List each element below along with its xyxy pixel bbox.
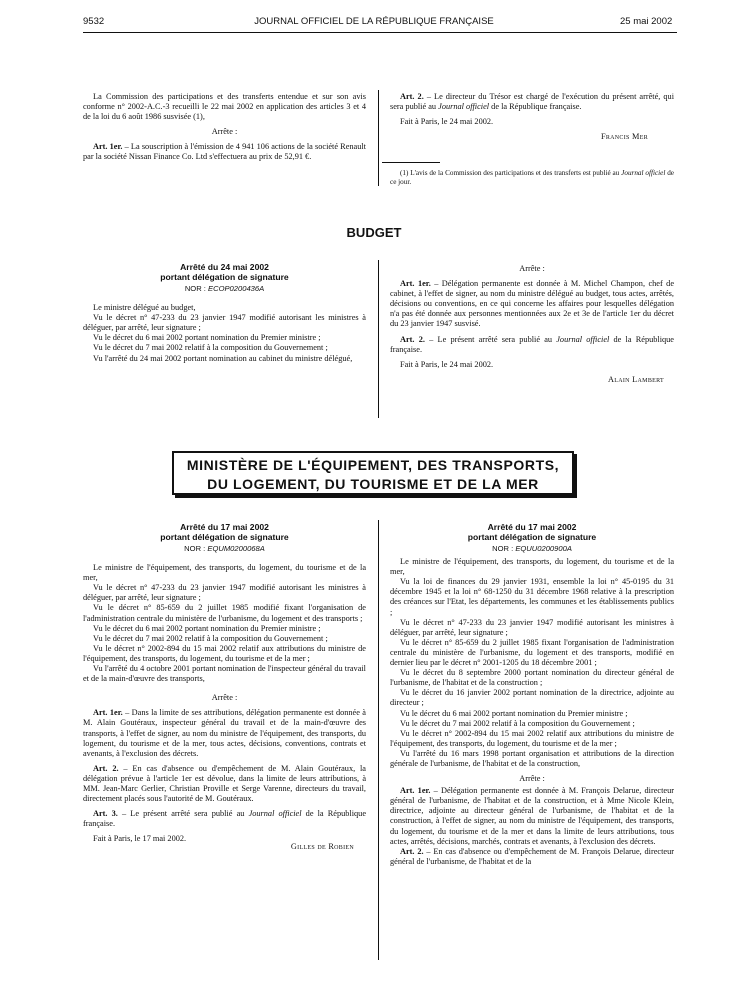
journal-name: Journal officiel bbox=[556, 334, 610, 344]
article-text: – En cas d'absence ou d'empêchement de M. Alain Goutéraux, la délégation prévue à l'article 1er est dévolue, dans la limite de leurs attributions, à MM. Jean-Marc Gerlier, Christian Proville et Serge Varenne, directeurs du travail, directement placés sous l'autorité de M. Goutéraux. bbox=[83, 763, 366, 804]
article-label: Art. 1er. bbox=[93, 708, 123, 718]
signature: Francis Mer bbox=[600, 132, 648, 142]
article-text: – Le présent arrêté sera publié au bbox=[424, 334, 557, 344]
paragraph: Vu le décret du 6 mai 2002 portant nomination du Premier ministre ; bbox=[400, 708, 628, 718]
paragraph: Vu le décret du 7 mai 2002 relatif à la composition du Gouvernement ; bbox=[400, 718, 635, 728]
paragraph: Le ministre de l'équipement, des transports, du logement, du tourisme et de la mer, bbox=[83, 563, 366, 583]
article-1 bbox=[83, 708, 366, 758]
fait-line: Fait à Paris, le 24 mai 2002. bbox=[400, 359, 494, 369]
article-text: – Délégation permanente est donnée à M. François Delarue, directeur général de l'urbanisme, de l'habitat et de la construction, et à Mme Nicole Klein, directrice, adjointe au directeur général de l'urbanisme, de l'habitat et de la construction, à l'effet de signer, au nom du ministre de l'équipement, des transports, du logement, du tourisme et de la mer et dans la limite de leurs attributions, tous actes, arrêtés, décisions, marchés, contrats et avenants, à l'exclusion des décrets. bbox=[390, 786, 674, 846]
arrete-heading: Arrête : bbox=[519, 264, 545, 273]
decree-subtitle: portant délégation de signature bbox=[160, 272, 289, 282]
article-text: – Délégation permanente est donnée à M. Michel Champon, chef de cabinet, à l'effet de signer, au nom du ministre délégué au budget, tous actes, arrêtés, décisions ou conventions, en ce qui concerne les affaires pour lesquelles délégation n'a pas été donnée aux personnes mentionnées aux 2e et 3e de l'article 1er du décret du 23 janvier 1947 susvisé. bbox=[390, 279, 674, 329]
nor-label: NOR : bbox=[184, 284, 209, 293]
journal-title: JOURNAL OFFICIEL DE LA RÉPUBLIQUE FRANÇAISE bbox=[254, 16, 494, 27]
footnote-text: (1) L'avis de la Commission des participations et des transferts est publié au bbox=[400, 169, 622, 177]
page-number: 9532 bbox=[83, 16, 105, 27]
fait-line: Fait à Paris, le 24 mai 2002. bbox=[400, 117, 494, 127]
article-text: de la République française. bbox=[83, 809, 366, 829]
section-title-budget: BUDGET bbox=[346, 225, 402, 240]
article-text: de la République française. bbox=[489, 102, 582, 112]
arrete-heading: Arrête : bbox=[211, 127, 238, 137]
arrete-heading: Arrête : bbox=[211, 693, 238, 703]
paragraph: Vu le décret n° 47-233 du 23 janvier 1947 modifié autorisant les ministres à déléguer, par arrêté, leur signature ; bbox=[83, 313, 366, 333]
decree-title: Arrêté du 24 mai 2002 bbox=[180, 262, 269, 272]
article-label: Art. 2. bbox=[400, 334, 425, 344]
paragraph: Le ministre délégué au budget, bbox=[93, 303, 196, 313]
paragraph: Vu le décret du 8 septembre 2000 portant nomination du directeur général de l'urbanisme, de l'habitat et de la construction ; bbox=[390, 668, 674, 688]
footnote-text: de ce jour. bbox=[390, 169, 674, 186]
nor-label: NOR : bbox=[492, 544, 516, 553]
ministry-banner bbox=[172, 451, 574, 495]
fait-line: Fait à Paris, le 17 mai 2002. bbox=[93, 834, 187, 844]
article-text: – En cas d'absence ou d'empêchement de M. François Delarue, directeur général de l'urbanisme, de l'habitat et de la bbox=[390, 846, 674, 866]
nor-reference bbox=[390, 544, 674, 554]
paragraph: Vu l'arrêté du 16 mars 1998 portant organisation et attributions de la direction générale de l'urbanisme, de l'habitat et de la construction, bbox=[390, 748, 674, 768]
paragraph: Vu le décret du 7 mai 2002 relatif à la composition du Gouvernement ; bbox=[93, 633, 328, 643]
decree-subtitle: portant délégation de signature bbox=[467, 532, 597, 542]
header-rule bbox=[83, 32, 677, 33]
article-label: Art. 2. bbox=[400, 92, 424, 101]
signature: Alain Lambert bbox=[607, 374, 664, 384]
journal-name: Journal officiel bbox=[248, 809, 302, 819]
paragraph: Vu le décret n° 85-659 du 2 juillet 1985 modifié fixant l'organisation de l'administration centrale du ministère de l'urbanisme, du logement et des transports ; bbox=[83, 603, 366, 623]
paragraph: Vu le décret n° 47-233 du 23 janvier 1947 modifié autorisant les ministres à déléguer, par arrêté, leur signature ; bbox=[83, 583, 366, 603]
article-label: Art. 1er. bbox=[400, 786, 431, 796]
equip-left-column bbox=[83, 522, 366, 853]
paragraph: La Commission des participations et des transferts entendue et sur son avis conforme n° 2002-A.C.-3 recueilli le 22 mai 2002 en application des articles 3 et 4 de la loi du 6 août 1986 susvisée (1), bbox=[83, 92, 366, 122]
ministry-line-1: MINISTÈRE DE L'ÉQUIPEMENT, DES TRANSPORTS, bbox=[186, 457, 560, 473]
paragraph: Le ministre de l'équipement, des transports, du logement, du tourisme et de la mer, bbox=[390, 557, 674, 577]
article-1 bbox=[390, 279, 674, 329]
nor-label: NOR : bbox=[184, 544, 208, 553]
journal-name: Journal officiel bbox=[621, 169, 666, 177]
column-divider bbox=[378, 520, 379, 960]
paragraph: Vu le décret n° 2002-894 du 15 mai 2002 relatif aux attributions du ministre de l'équipement, des transports, du logement, du tourisme et de la mer ; bbox=[83, 643, 366, 663]
paragraph: Vu l'arrêté du 24 mai 2002 portant nomination au cabinet du ministre délégué, bbox=[93, 353, 353, 363]
article-3 bbox=[83, 809, 366, 829]
article-2 bbox=[83, 764, 366, 804]
article-text: – La souscription à l'émission de 4 941 106 actions de la société Renault par la société Nissan Finance Co. Ltd s'effectuera au prix de 52,91 €. bbox=[83, 142, 366, 162]
article-2 bbox=[390, 335, 674, 355]
article-1 bbox=[390, 786, 674, 847]
article-text: – Le directeur du Trésor est chargé de l'exécution du présent arrêté, qui sera publié au bbox=[390, 92, 674, 112]
signature: Gilles de Robien bbox=[290, 842, 354, 852]
top-right-column bbox=[390, 92, 674, 142]
article-label: Art. 3. bbox=[93, 809, 118, 819]
nor-code: EQUU0200900A bbox=[515, 544, 572, 553]
column-divider bbox=[378, 260, 379, 418]
decree-title: Arrêté du 17 mai 2002 bbox=[180, 522, 269, 532]
decree-title: Arrêté du 17 mai 2002 bbox=[487, 522, 577, 532]
top-left-column bbox=[83, 92, 366, 163]
article-text: – Dans la limite de ses attributions, délégation permanente est donnée à M. Alain Goutéraux, inspecteur général du travail et de la main-d'œuvre des transports, à l'effet de signer, au nom du ministre de l'équipement, des transports, du logement, du tourisme et de la mer, tous actes, décisions, conventions, contrats et avenants, à l'exclusion des décrets. bbox=[83, 708, 366, 758]
paragraph: Vu le décret du 7 mai 2002 relatif à la composition du Gouvernement ; bbox=[93, 343, 328, 353]
nor-reference bbox=[83, 284, 366, 294]
article-label: Art. 2. bbox=[93, 763, 119, 773]
paragraph: Vu le décret n° 85-659 du 2 juillet 1985 fixant l'organisation de l'administration centrale du ministère de l'urbanisme, du logement et des transports, modifié en dernier lieu par le décret n° 2001-1205 du 18 décembre 2001 ; bbox=[390, 637, 674, 668]
equip-right-column bbox=[390, 522, 674, 867]
budget-right-column bbox=[390, 264, 674, 385]
budget-left-column bbox=[83, 262, 366, 364]
paragraph: Vu le décret n° 47-233 du 23 janvier 1947 modifié autorisant les ministres à déléguer, par arrêté, leur signature ; bbox=[390, 617, 674, 637]
paragraph: Vu la loi de finances du 29 janvier 1931, ensemble la loi n° 45-0195 du 31 décembre 1945 et la loi n° 68-1250 du 31 décembre 1968 relative à la prescription des créances sur l'Etat, les départements, les communes et les établissements publics ; bbox=[390, 577, 674, 617]
article-text: – Le présent arrêté sera publié au bbox=[117, 809, 249, 819]
article-text: de la République française. bbox=[390, 334, 674, 354]
footnote-rule bbox=[382, 162, 440, 163]
paragraph: Vu l'arrêté du 4 octobre 2001 portant nomination de l'inspecteur général du travail et de la main-d'œuvre des transports, bbox=[83, 664, 366, 684]
nor-reference bbox=[83, 544, 366, 554]
nor-code: ECOP0200436A bbox=[208, 284, 265, 293]
article-2 bbox=[390, 847, 674, 867]
paragraph: Vu le décret du 6 mai 2002 portant nomination du Premier ministre ; bbox=[93, 623, 321, 633]
column-divider bbox=[378, 90, 379, 186]
paragraph: Vu le décret du 16 janvier 2002 portant nomination de la directrice, adjointe au directeur ; bbox=[390, 688, 674, 708]
paragraph: Vu le décret du 6 mai 2002 portant nomination du Premier ministre ; bbox=[93, 333, 321, 343]
article-label: Art. 2. bbox=[400, 846, 424, 856]
journal-name: Journal officiel bbox=[438, 102, 490, 112]
article-label: Art. 1er. bbox=[400, 279, 431, 289]
article-2 bbox=[390, 92, 674, 112]
nor-code: EQUM0200068A bbox=[207, 544, 265, 553]
ministry-line-2: DU LOGEMENT, DU TOURISME ET DE LA MER bbox=[207, 476, 539, 492]
arrete-heading: Arrête : bbox=[519, 774, 545, 784]
footnote bbox=[390, 169, 674, 186]
header-date: 25 mai 2002 bbox=[620, 16, 673, 27]
decree-subtitle: portant délégation de signature bbox=[160, 532, 289, 542]
paragraph: Vu le décret n° 2002-894 du 15 mai 2002 relatif aux attributions du ministre de l'équipement, des transports, du logement, du tourisme et de la mer ; bbox=[390, 728, 674, 748]
article-label: Art. 1er. bbox=[93, 142, 123, 152]
article-1 bbox=[83, 142, 366, 162]
